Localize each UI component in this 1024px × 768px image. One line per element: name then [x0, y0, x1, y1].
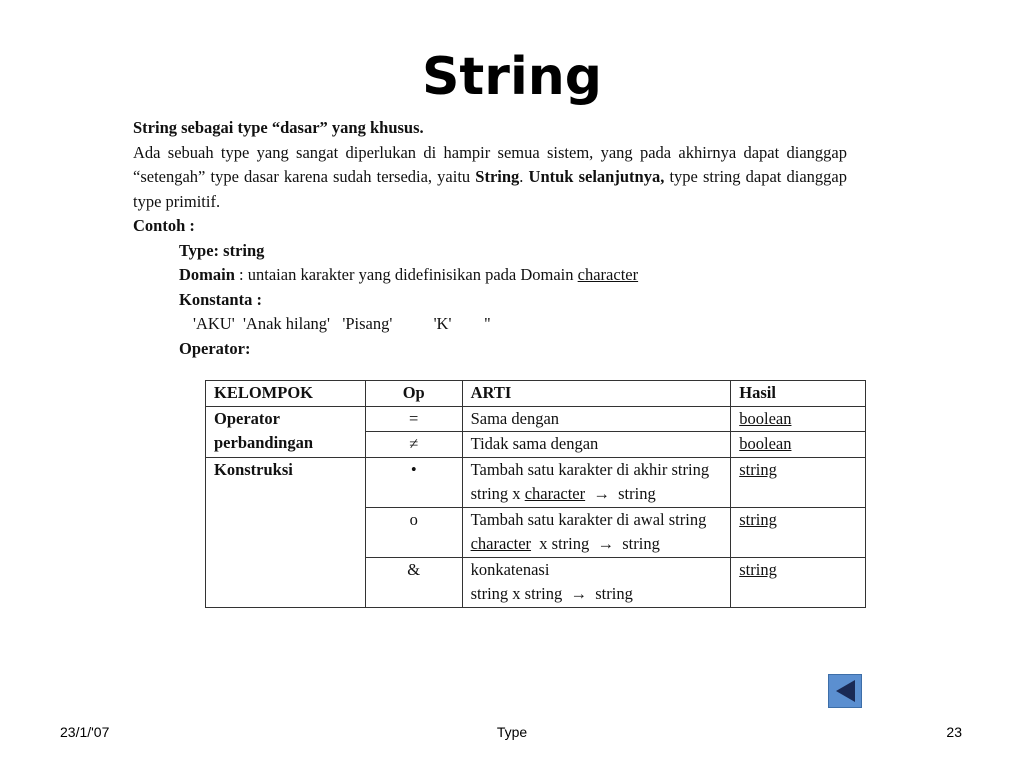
arti-desc: Tambah satu karakter di akhir string: [470, 459, 710, 479]
slide-title: String: [421, 47, 603, 107]
sig-character: character: [524, 484, 586, 503]
konstanta-values: 'AKU' 'Anak hilang' 'Pisang' 'K' '': [193, 314, 491, 333]
arti-cell: Sama dengan: [462, 406, 731, 432]
domain-text: : untaian karakter yang didefinisikan pada Domain: [234, 265, 578, 284]
domain-character-link: character: [577, 265, 639, 284]
domain-line: [133, 263, 847, 288]
type-line: Type: string: [179, 240, 265, 260]
footer-page-number: 23: [946, 724, 962, 740]
header-kelompok: KELOMPOK: [206, 381, 366, 407]
arti-signature: string x string → string: [470, 584, 633, 603]
table-row: [206, 406, 866, 432]
arti-desc: Tambah satu karakter di awal string: [470, 509, 707, 529]
intro-text-3: type string dapat dianggap type primitif.: [133, 167, 847, 211]
hasil-cell: string: [731, 507, 866, 557]
konstanta-label: Konstanta :: [179, 289, 262, 309]
contoh-label: Contoh :: [133, 216, 195, 235]
intro-text-1: Ada sebuah type yang sangat diperlukan di hampir semua sistem, yang pada akhirnya dapat dianggap “setengah” type dasar karena sudah tersedia, yaitu: [133, 142, 847, 186]
op-cell: &: [365, 557, 462, 607]
header-op: Op: [365, 381, 462, 407]
hasil-cell: string: [731, 557, 866, 607]
intro-bold-string: String: [475, 167, 520, 186]
op-cell: •: [365, 457, 462, 507]
arti-cell: Tidak sama dengan: [462, 432, 731, 458]
arti-signature: [471, 532, 723, 557]
sig-part: string x: [470, 484, 525, 503]
back-button[interactable]: [828, 674, 862, 708]
op-cell: ≠: [365, 432, 462, 458]
document-body: [133, 116, 847, 361]
sig-part: x string → string: [531, 534, 660, 553]
hasil-cell: boolean: [731, 432, 866, 458]
operator-table: [205, 380, 866, 608]
intro-text-2: .: [519, 167, 529, 186]
arti-cell: [462, 557, 731, 607]
sig-part: → string: [585, 484, 656, 503]
op-cell: o: [365, 507, 462, 557]
arti-signature: [471, 482, 723, 507]
section-heading: String sebagai type “dasar” yang khusus.: [133, 118, 424, 137]
hasil-cell: string: [731, 457, 866, 507]
header-hasil: Hasil: [731, 381, 866, 407]
table-row: [206, 457, 866, 507]
table-header-row: [206, 381, 866, 407]
arti-cell: [462, 457, 731, 507]
back-arrow-icon: [829, 675, 861, 707]
hasil-cell: boolean: [731, 406, 866, 432]
footer-title: Type: [496, 724, 528, 740]
arti-cell: [462, 507, 731, 557]
sig-character: character: [470, 534, 532, 553]
operator-label: Operator:: [179, 338, 251, 358]
op-cell: =: [365, 406, 462, 432]
header-arti: ARTI: [462, 381, 731, 407]
arti-desc: konkatenasi: [470, 559, 550, 579]
footer-date: 23/1/'07: [60, 724, 110, 740]
intro-paragraph: [133, 141, 847, 215]
domain-label: Domain: [179, 265, 235, 284]
intro-bold-next: Untuk selanjutnya,: [528, 167, 665, 186]
group-konstruksi: Konstruksi: [206, 457, 366, 607]
group-operator-perbandingan: Operator perbandingan: [206, 406, 366, 457]
